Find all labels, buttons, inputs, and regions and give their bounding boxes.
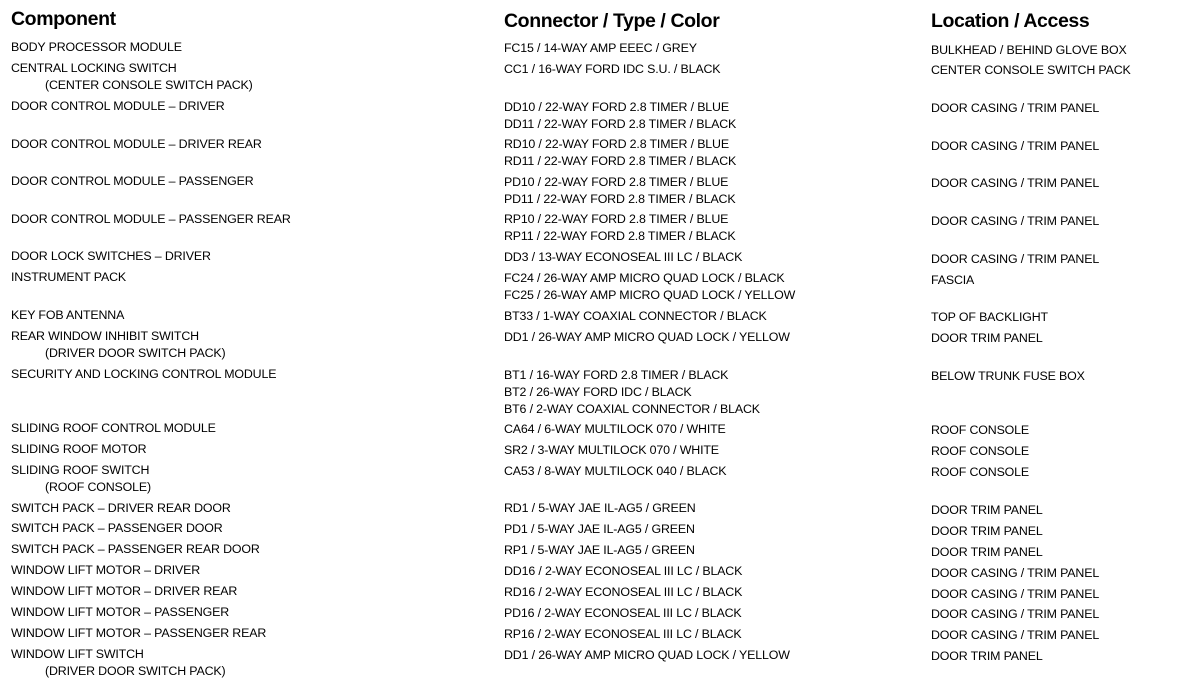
component-cell <box>11 646 226 680</box>
component-name: WINDOW LIFT SWITCH <box>11 647 144 661</box>
connector-cell <box>504 61 720 78</box>
component-name: WINDOW LIFT MOTOR – PASSENGER <box>11 605 230 619</box>
component-cell <box>11 441 146 458</box>
component-name: DOOR CONTROL MODULE – DRIVER <box>11 99 225 113</box>
component-cell <box>11 269 126 286</box>
connector-spec: DD11 / 22-WAY FORD 2.8 TIMER / BLACK <box>504 117 737 131</box>
connector-spec: FC15 / 14-WAY AMP EEEC / GREY <box>504 41 697 55</box>
connector-spec: PD10 / 22-WAY FORD 2.8 TIMER / BLUE <box>504 175 729 189</box>
location-cell: ROOF CONSOLE <box>931 444 1030 458</box>
location-cell: DOOR CASING / TRIM PANEL <box>931 101 1100 115</box>
component-name: CENTRAL LOCKING SWITCH <box>11 61 177 75</box>
connector-spec: RD10 / 22-WAY FORD 2.8 TIMER / BLUE <box>504 137 729 151</box>
component-note: (CENTER CONSOLE SWITCH PACK) <box>45 78 253 92</box>
component-cell <box>11 366 276 383</box>
location-cell: ROOF CONSOLE <box>931 423 1030 437</box>
component-name: SLIDING ROOF MOTOR <box>11 442 147 456</box>
location-cell: DOOR TRIM PANEL <box>931 331 1043 345</box>
connector-cell <box>504 174 735 208</box>
location-cell: DOOR TRIM PANEL <box>931 545 1043 559</box>
component-note: (DRIVER DOOR SWITCH PACK) <box>45 664 226 678</box>
component-name: DOOR CONTROL MODULE – DRIVER REAR <box>11 137 262 151</box>
component-name: SWITCH PACK – DRIVER REAR DOOR <box>11 501 231 515</box>
location-cell: ROOF CONSOLE <box>931 465 1030 479</box>
component-cell <box>11 39 182 56</box>
connector-spec: PD11 / 22-WAY FORD 2.8 TIMER / BLACK <box>504 192 736 206</box>
location-cell: TOP OF BACKLIGHT <box>931 310 1048 324</box>
connector-spec: DD16 / 2-WAY ECONOSEAL III LC / BLACK <box>504 564 743 578</box>
connector-cell <box>504 270 795 304</box>
component-cell <box>11 541 260 558</box>
header-location: Location / Access <box>931 10 1090 32</box>
connector-cell <box>504 40 697 57</box>
location-cell: DOOR TRIM PANEL <box>931 524 1043 538</box>
location-cell: DOOR TRIM PANEL <box>931 503 1043 517</box>
connector-cell <box>504 308 767 325</box>
component-cell <box>11 248 211 265</box>
component-note: (ROOF CONSOLE) <box>45 480 151 494</box>
connector-cell <box>504 584 742 601</box>
component-cell <box>11 462 151 496</box>
connector-spec: DD1 / 26-WAY AMP MICRO QUAD LOCK / YELLOW <box>504 330 790 344</box>
component-cell <box>11 520 223 537</box>
connector-spec: BT2 / 26-WAY FORD IDC / BLACK <box>504 385 692 399</box>
connector-spec: CA64 / 6-WAY MULTILOCK 070 / WHITE <box>504 422 726 436</box>
component-name: SLIDING ROOF CONTROL MODULE <box>11 421 216 435</box>
connector-cell <box>504 367 760 418</box>
connector-spec: CA53 / 8-WAY MULTILOCK 040 / BLACK <box>504 464 727 478</box>
connector-cell <box>504 421 726 438</box>
component-name: BODY PROCESSOR MODULE <box>11 40 182 54</box>
location-cell: DOOR CASING / TRIM PANEL <box>931 607 1100 621</box>
connector-cell <box>504 626 742 643</box>
connector-cell <box>504 329 790 346</box>
connector-cell <box>504 521 695 538</box>
connector-spec: FC24 / 26-WAY AMP MICRO QUAD LOCK / BLACK <box>504 271 785 285</box>
location-cell: DOOR CASING / TRIM PANEL <box>931 566 1100 580</box>
connector-cell <box>504 463 726 480</box>
connector-cell <box>504 136 736 170</box>
connector-spec: RD1 / 5-WAY JAE IL-AG5 / GREEN <box>504 501 696 515</box>
component-name: WINDOW LIFT MOTOR – DRIVER <box>11 563 201 577</box>
component-cell <box>11 307 124 324</box>
connector-cell <box>504 563 742 580</box>
connector-spec: FC25 / 26-WAY AMP MICRO QUAD LOCK / YELLOW <box>504 288 796 302</box>
connector-spec: PD16 / 2-WAY ECONOSEAL III LC / BLACK <box>504 606 742 620</box>
connector-spec: BT33 / 1-WAY COAXIAL CONNECTOR / BLACK <box>504 309 767 323</box>
component-name: SWITCH PACK – PASSENGER REAR DOOR <box>11 542 260 556</box>
connector-cell <box>504 647 790 664</box>
connector-spec: DD10 / 22-WAY FORD 2.8 TIMER / BLUE <box>504 100 729 114</box>
component-cell <box>11 98 225 115</box>
component-cell <box>11 136 262 153</box>
header-connector: Connector / Type / Color <box>504 10 720 32</box>
connector-spec: RP16 / 2-WAY ECONOSEAL III LC / BLACK <box>504 627 742 641</box>
connector-cell <box>504 249 742 266</box>
connector-cell <box>504 442 719 459</box>
location-cell: DOOR CASING / TRIM PANEL <box>931 587 1100 601</box>
connector-cell <box>504 500 696 517</box>
location-cell: CENTER CONSOLE SWITCH PACK <box>931 63 1131 77</box>
component-name: DOOR LOCK SWITCHES – DRIVER <box>11 249 211 263</box>
connector-spec: DD3 / 13-WAY ECONOSEAL III LC / BLACK <box>504 250 743 264</box>
connector-spec: SR2 / 3-WAY MULTILOCK 070 / WHITE <box>504 443 719 457</box>
location-cell: DOOR CASING / TRIM PANEL <box>931 214 1100 228</box>
component-cell <box>11 604 229 621</box>
component-cell <box>11 583 237 600</box>
location-cell: DOOR CASING / TRIM PANEL <box>931 176 1100 190</box>
component-cell <box>11 420 216 437</box>
component-name: WINDOW LIFT MOTOR – DRIVER REAR <box>11 584 238 598</box>
connector-spec: RP11 / 22-WAY FORD 2.8 TIMER / BLACK <box>504 229 736 243</box>
location-cell: BULKHEAD / BEHIND GLOVE BOX <box>931 43 1127 57</box>
connector-cell <box>504 211 735 245</box>
component-cell <box>11 60 253 94</box>
connector-spec: RD11 / 22-WAY FORD 2.8 TIMER / BLACK <box>504 154 737 168</box>
component-name: SLIDING ROOF SWITCH <box>11 463 150 477</box>
component-name: KEY FOB ANTENNA <box>11 308 125 322</box>
connector-spec: RD16 / 2-WAY ECONOSEAL III LC / BLACK <box>504 585 743 599</box>
connector-spec: BT6 / 2-WAY COAXIAL CONNECTOR / BLACK <box>504 402 760 416</box>
connector-cell <box>504 605 742 622</box>
location-cell: DOOR TRIM PANEL <box>931 649 1043 663</box>
component-cell <box>11 211 291 228</box>
component-cell <box>11 625 266 642</box>
component-cell <box>11 500 231 517</box>
component-note: (DRIVER DOOR SWITCH PACK) <box>45 346 226 360</box>
component-name: INSTRUMENT PACK <box>11 270 127 284</box>
component-cell <box>11 173 254 190</box>
location-cell: DOOR CASING / TRIM PANEL <box>931 252 1100 266</box>
connector-spec: RP10 / 22-WAY FORD 2.8 TIMER / BLUE <box>504 212 729 226</box>
location-cell: DOOR CASING / TRIM PANEL <box>931 139 1100 153</box>
connector-spec: DD1 / 26-WAY AMP MICRO QUAD LOCK / YELLOW <box>504 648 790 662</box>
connector-spec: BT1 / 16-WAY FORD 2.8 TIMER / BLACK <box>504 368 729 382</box>
connector-cell <box>504 99 736 133</box>
component-name: DOOR CONTROL MODULE – PASSENGER <box>11 174 254 188</box>
component-name: DOOR CONTROL MODULE – PASSENGER REAR <box>11 212 291 226</box>
header-component: Component <box>11 8 116 30</box>
component-name: SECURITY AND LOCKING CONTROL MODULE <box>11 367 277 381</box>
connector-spec: PD1 / 5-WAY JAE IL-AG5 / GREEN <box>504 522 695 536</box>
connector-spec: CC1 / 16-WAY FORD IDC S.U. / BLACK <box>504 62 721 76</box>
component-name: SWITCH PACK – PASSENGER DOOR <box>11 521 223 535</box>
location-cell: BELOW TRUNK FUSE BOX <box>931 369 1085 383</box>
component-cell <box>11 328 226 362</box>
location-cell: DOOR CASING / TRIM PANEL <box>931 628 1100 642</box>
component-cell <box>11 562 200 579</box>
component-name: REAR WINDOW INHIBIT SWITCH <box>11 329 199 343</box>
location-cell: FASCIA <box>931 273 975 287</box>
connector-cell <box>504 542 695 559</box>
component-name: WINDOW LIFT MOTOR – PASSENGER REAR <box>11 626 267 640</box>
connector-spec: RP1 / 5-WAY JAE IL-AG5 / GREEN <box>504 543 695 557</box>
